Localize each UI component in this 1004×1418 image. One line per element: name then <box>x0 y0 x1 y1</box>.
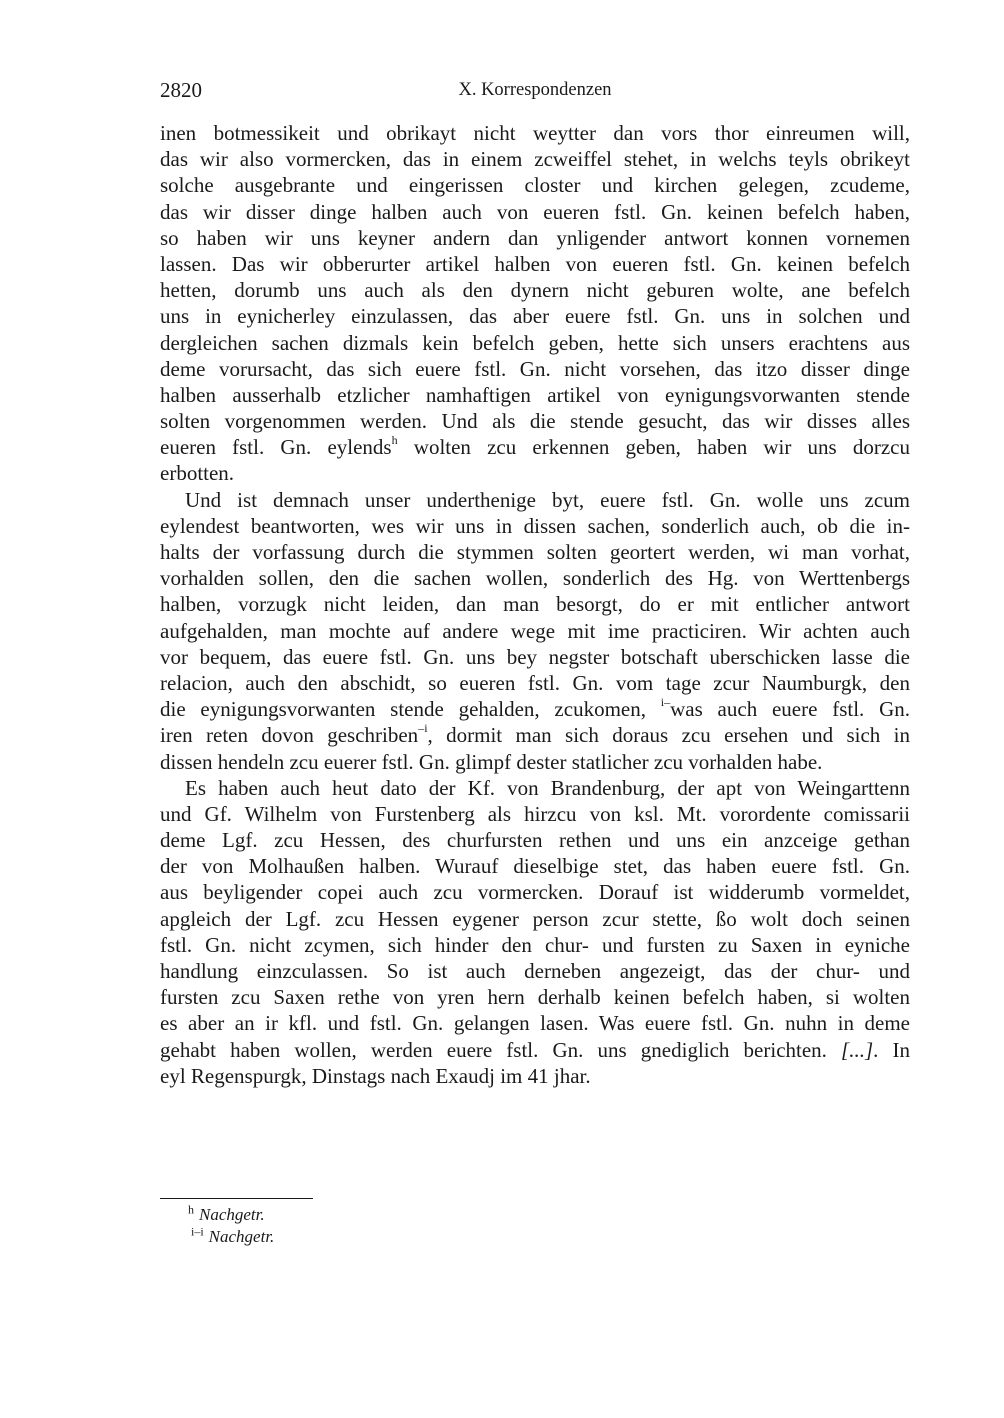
page-header <box>160 78 910 106</box>
omission-mark: [...] <box>841 1037 874 1062</box>
text-line: aufgehalden, man mochte auf andere wege mit ime practiciren. Wir achten auch <box>160 618 910 643</box>
text-line: fursten zcu Saxen rethe von yren hern derhalb keinen befelch haben, si wolten <box>160 985 910 1010</box>
text-line: solten vorgenommen werden. Und als die stende gesucht, das wir disses alles <box>160 409 910 434</box>
footnote-i <box>160 1226 560 1248</box>
text-line: das wir also vormercken, das in einem zcweiffel stehet, in welchs teyls obrikeyt <box>160 147 910 172</box>
text-line: vor bequem, das euere fstl. Gn. uns bey negster botschaft uberschicken lasse die <box>160 644 910 669</box>
footnote-text: Nachgetr. <box>199 1205 265 1224</box>
text-line: solche ausgebrante und eingerissen closter und kirchen gelegen, zcudeme, <box>160 173 910 198</box>
text-line: der von Molhaußen halben. Wurauf dieselbige stet, das haben euere fstl. Gn. <box>160 854 910 879</box>
text-line: vorhalden sollen, den die sachen wollen, sonderlich des Hg. von Werttenbergs <box>160 566 910 591</box>
text-line: dissen hendeln zcu euerer fstl. Gn. glimpf dester statlicher zcu vorhalden habe. <box>160 749 823 774</box>
text-line: halts der vorfassung durch die stymmen solten geortert werden, wi man vorhat, <box>160 540 910 564</box>
text-line: uns in eynicherley einzulassen, das aber euere fstl. Gn. uns in solchen und <box>160 304 910 329</box>
text-line: eylendest beantworten, wes wir uns in dissen sachen, sonderlich auch, ob die in- <box>160 513 910 538</box>
text-line: dergleichen sachen dizmals kein befelch geben, hette sich unsers erachtens aus <box>160 330 910 355</box>
body-text <box>160 120 910 1089</box>
text-line-with-footnote-i-end: iren reten dovon geschriben$^{-i}$, dormit man sich doraus zcu ersehen und sich in <box>160 722 910 748</box>
paragraph-start: Und ist demnach unser underthenige byt, euere fstl. Gn. wolle uns zcum <box>185 487 910 512</box>
text-line: apgleich der Lgf. zcu Hessen eygener person zcur stette, ßo wolt doch seinen <box>160 906 910 931</box>
footnote-mark: i–i <box>191 1224 204 1239</box>
text-line: das wir disser dinge halben auch von eueren fstl. Gn. keinen befelch haben, <box>160 199 910 224</box>
text-line: und Gf. Wilhelm von Furstenberg als hirzcu von ksl. Mt. vorordente comissarii <box>160 801 910 826</box>
text-line: inen botmessikeit und obrikayt nicht weytter dan vors thor einreumen will, <box>160 121 910 145</box>
footnote-text: Nachgetr. <box>208 1227 275 1246</box>
footnote-ref-i-end[interactable]: –i <box>418 722 428 736</box>
text-line-with-omission: gehabt haben wollen, werden euere fstl. Gn. uns gnediglich berichten. [...]. In <box>160 1037 910 1062</box>
page-number: 2820 <box>160 78 202 102</box>
text-line: es aber an ir kfl. und fstl. Gn. gelangen lasen. Was euere fstl. Gn. nuhn in deme <box>160 1011 910 1036</box>
text-line: so haben wir uns keyner andern dan ynligender antwort konnen vornemen <box>160 225 910 250</box>
text-line: eyl Regenspurgk, Dinstags nach Exaudj im 41 jhar. <box>160 1063 591 1088</box>
text-line-with-footnote-h: eueren fstl. Gn. eylends$^h$ wolten zcu erkennen geben, haben wir uns dorzcu <box>160 434 910 460</box>
text-line: aus beyligender copei auch zcu vormercken. Dorauf ist widderumb vormeldet, <box>160 880 910 905</box>
text-line: relacion, auch den abschidt, so eueren fstl. Gn. vom tage zcur Naumburgk, den <box>160 670 910 695</box>
text-line: halben ausserhalb etzlicher namhaftigen artikel von eynigungsvorwanten stende <box>160 382 910 407</box>
footnote-h <box>160 1204 560 1226</box>
text-line: deme vorursacht, das sich euere fstl. Gn. nicht vorsehen, das itzo disser dinge <box>160 356 910 381</box>
text-line: erbotten. <box>160 461 235 486</box>
footnote-ref-i-start[interactable]: i– <box>660 696 671 710</box>
text-line: deme Lgf. zcu Hessen, des churfursten rethen und uns ein anzceige gethan <box>160 828 910 853</box>
text-line: fstl. Gn. nicht zcymen, sich hinder den chur- und fursten zu Saxen in eyniche <box>160 932 910 957</box>
footnote-mark: h <box>188 1202 194 1217</box>
paragraph-start: Es haben auch heut dato der Kf. von Brandenburg, der apt von Weingarttenn <box>185 775 910 800</box>
text-line: halben, vorzugk nicht leiden, dan man besorgt, do er mit entlicher antwort <box>160 592 910 617</box>
footnotes <box>160 1204 560 1248</box>
running-title: X. Korrespondenzen <box>458 80 612 100</box>
text-line: handlung einzculassen. So ist auch derneben angezeigt, das der chur- und <box>160 959 910 983</box>
text-line-with-footnote-i-start: die eynigungsvorwanten stende gehalden, zcukomen, $^{i-}$was auch euere fstl. Gn. <box>160 696 910 722</box>
text-line: hetten, dorumb uns auch als den dynern nicht geburen wolte, ane befelch <box>160 278 910 303</box>
footnote-ref-h[interactable]: h <box>391 434 398 448</box>
footnote-divider <box>160 1198 313 1199</box>
text-line: lassen. Das wir obberurter artikel halben von eueren fstl. Gn. keinen befelch <box>160 251 910 276</box>
